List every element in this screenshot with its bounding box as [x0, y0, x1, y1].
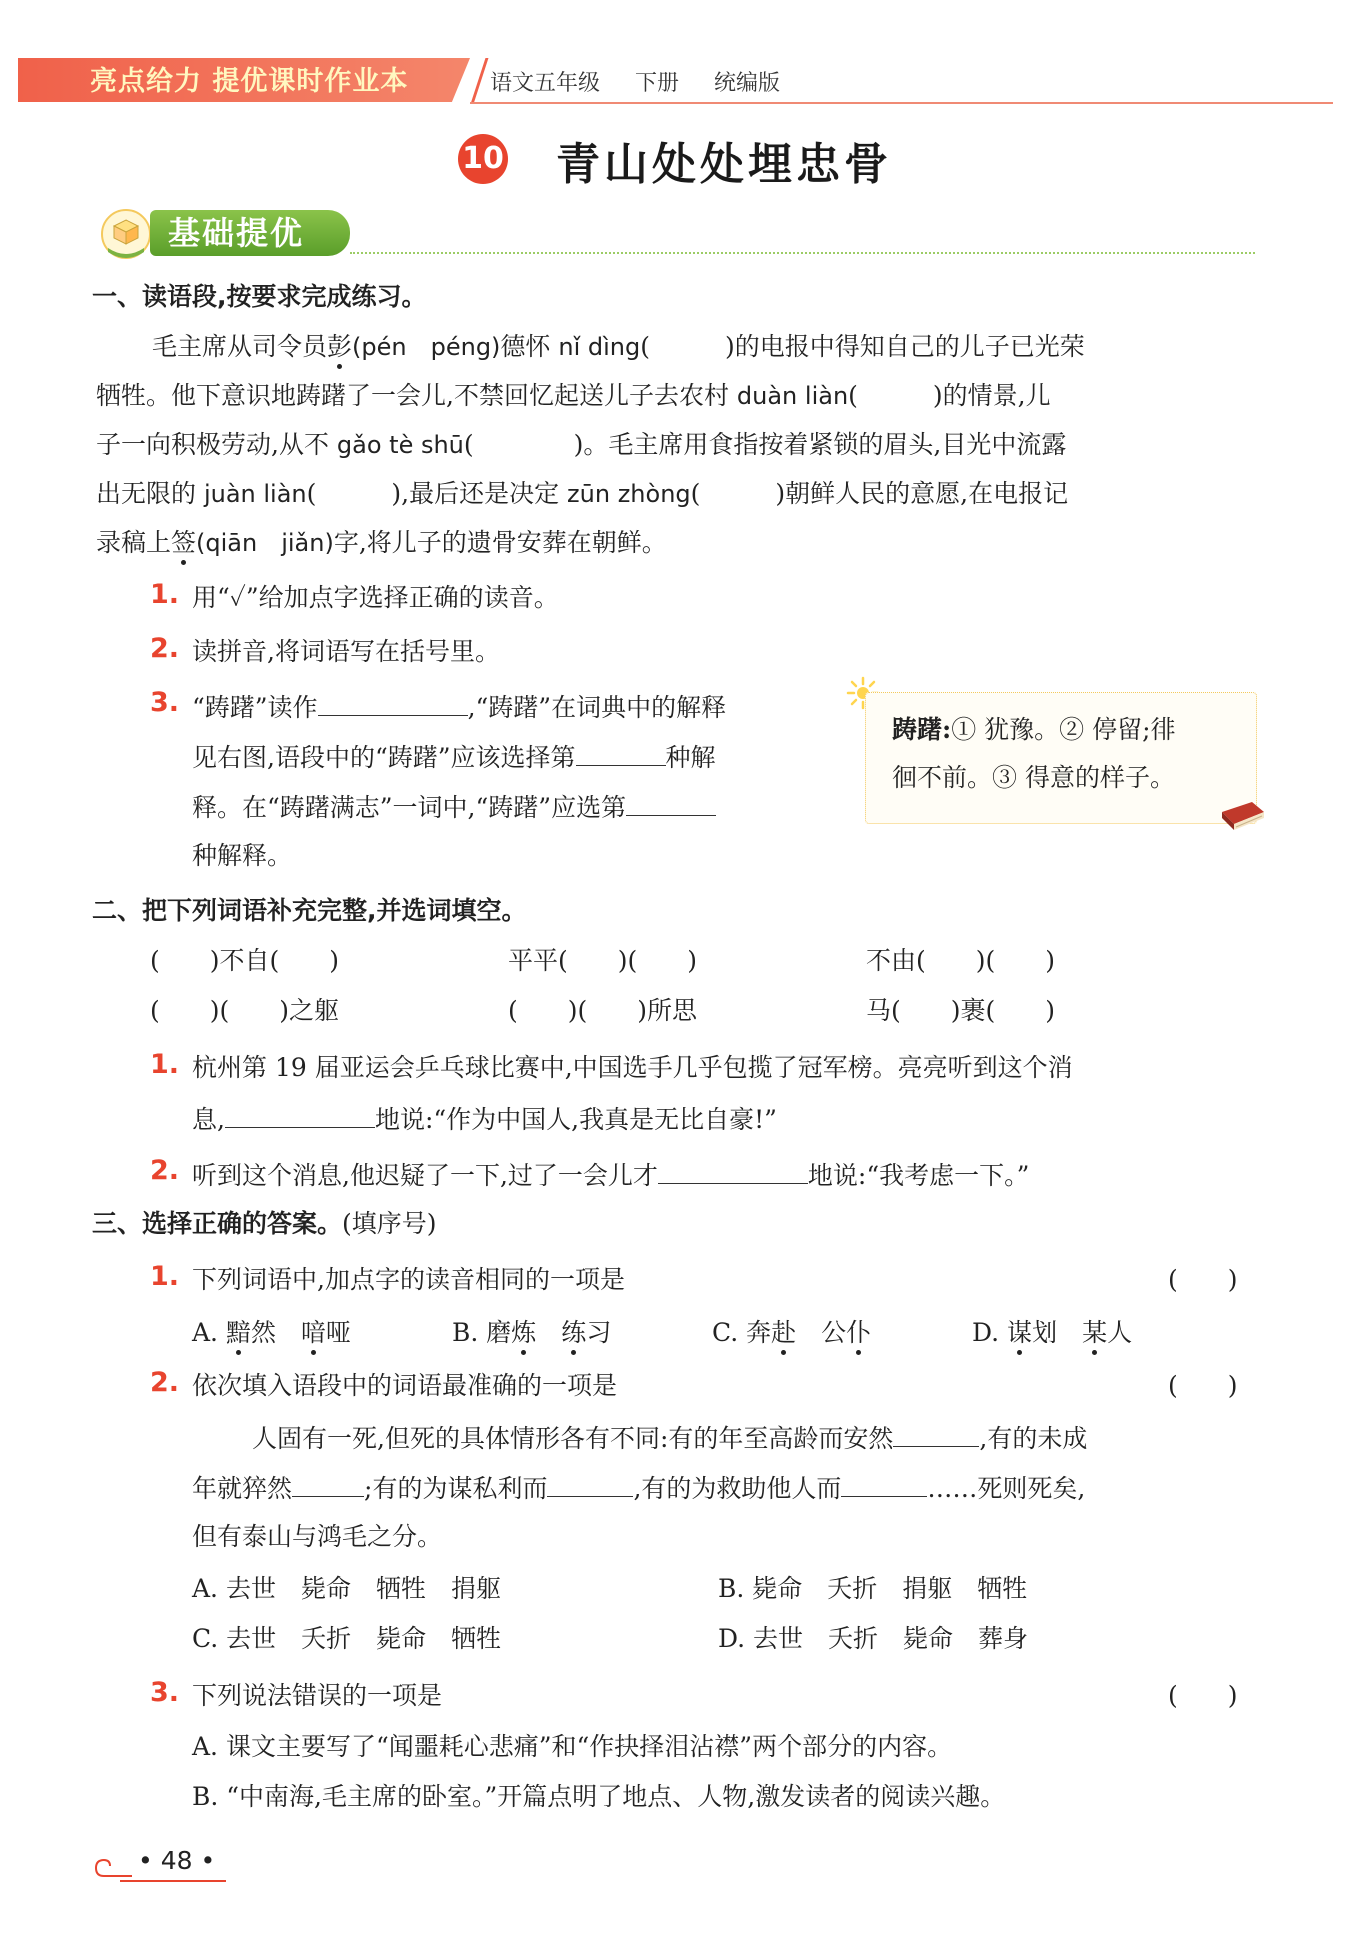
idiom-fill-6[interactable]: 马( )裹( ) [866, 996, 1056, 1025]
idiom-fill-1[interactable]: ( )不自( ) [150, 946, 340, 975]
header-rule [470, 102, 1333, 104]
subject-label: 语文五年级 [490, 71, 601, 96]
part3-q2-passage-1: 人固有一死,但死的具体情形各有不同:有的年至高龄而安然 ,有的未成 [252, 1424, 1088, 1453]
book-meta [490, 66, 808, 97]
part3-heading: 三、选择正确的答案。(填序号) [92, 1209, 437, 1238]
passage-line-1: 毛主席从司令员彭(pén péng)德怀 nǐ dìng( )的电报中得知自己的儿子已光荣 [152, 332, 1085, 361]
part1-heading: 一、读语段,按要求完成练习。 [92, 282, 427, 311]
idiom-fill-4[interactable]: ( )( )之躯 [150, 996, 340, 1025]
part3-q1-option-b[interactable]: B. 磨炼 练习 [452, 1318, 612, 1347]
part3-q2-passage-3: 但有泰山与鸿毛之分。 [192, 1522, 443, 1551]
book-icon [1218, 798, 1266, 832]
answer-blank[interactable] [893, 1422, 979, 1447]
question-number: 1. [150, 579, 180, 610]
part2-q2: 听到这个消息,他迟疑了一下,过了一会儿才 地说:“我考虑一下。” [192, 1161, 1030, 1190]
part1-q2: 读拼音,将词语写在括号里。 [192, 637, 500, 666]
volume-label: 下册 [635, 71, 680, 96]
part3-q2-stem: 依次填入语段中的词语最准确的一项是 [192, 1371, 618, 1400]
definition-line-2: 徊不前。③ 得意的样子。 [892, 763, 1175, 792]
swirl-icon [94, 1854, 134, 1878]
part3-q1-option-a[interactable]: A. 黯然 喑哑 [192, 1318, 352, 1347]
part1-q3-line1: “踌躇”读作 ,“踌躇”在词典中的解释 [192, 693, 727, 722]
answer-blank[interactable] [658, 1159, 808, 1184]
part3-q2-option-b[interactable]: B. 毙命 夭折 捐躯 牺牲 [718, 1574, 1028, 1603]
question-number: 2. [150, 1155, 180, 1186]
part3-q1-option-c[interactable]: C. 奔赴 公仆 [712, 1318, 872, 1347]
answer-paren[interactable]: ( ) [1168, 1265, 1238, 1294]
idiom-fill-5[interactable]: ( )( )所思 [508, 996, 698, 1025]
book-brand: 亮点给力 提优课时作业本 [90, 66, 409, 97]
answer-blank[interactable] [318, 691, 468, 716]
footer-rule [120, 1880, 226, 1882]
question-number: 3. [150, 687, 180, 718]
answer-blank[interactable] [547, 1472, 633, 1497]
section-rule [350, 252, 1255, 254]
part1-q3-line4: 种解释。 [192, 841, 293, 870]
answer-paren[interactable]: ( ) [1168, 1681, 1238, 1710]
part3-q2-option-c[interactable]: C. 去世 夭折 毙命 牺牲 [192, 1624, 502, 1653]
part2-heading: 二、把下列词语补充完整,并选词填空。 [92, 896, 527, 925]
definition-line-1: 踌躇:① 犹豫。② 停留;徘 [892, 715, 1176, 744]
lesson-title: 青山处处埋忠骨 [556, 139, 892, 190]
cube-icon [100, 208, 152, 260]
answer-blank[interactable] [292, 1472, 364, 1497]
part3-q1-option-d[interactable]: D. 谋划 某人 [972, 1318, 1133, 1347]
question-number: 2. [150, 1367, 180, 1398]
answer-blank[interactable] [576, 741, 666, 766]
answer-paren[interactable]: ( ) [1168, 1371, 1238, 1400]
passage-line-5: 录稿上签(qiān jiǎn)字,将儿子的遗骨安葬在朝鲜。 [96, 528, 667, 557]
passage-line-3: 子一向积极劳动,从不 gǎo tè shū( )。毛主席用食指按着紧锁的眉头,目光中流露 [96, 430, 1067, 459]
dictionary-definition-box [865, 692, 1257, 824]
lesson-number-badge: 10 [458, 134, 508, 184]
question-number: 2. [150, 633, 180, 664]
part3-q2-option-a[interactable]: A. 去世 毙命 牺牲 捐躯 [192, 1574, 501, 1603]
part3-q2-passage-2: 年就猝然 ;有的为谋私利而 ,有的为救助他人而 ……死则死矣, [192, 1474, 1086, 1503]
answer-blank[interactable] [225, 1103, 375, 1128]
part3-q3-stem: 下列说法错误的一项是 [192, 1681, 443, 1710]
part2-q1-line1: 杭州第 19 届亚运会乒乓球比赛中,中国选手几乎包揽了冠军榜。亮亮听到这个消 [192, 1053, 1073, 1082]
answer-blank[interactable] [841, 1472, 927, 1497]
part1-q3-line2: 见右图,语段中的“踌躇”应该选择第 种解 [192, 743, 716, 772]
answer-blank[interactable] [626, 791, 716, 816]
part3-q1-stem: 下列词语中,加点字的读音相同的一项是 [192, 1265, 625, 1294]
part3-q3-option-a[interactable]: A. 课文主要写了“闻噩耗心悲痛”和“作抉择泪沾襟”两个部分的内容。 [192, 1732, 953, 1761]
passage-line-2: 牺牲。他下意识地踌躇了一会儿,不禁回忆起送儿子去农村 duàn liàn( )的情景,儿 [96, 381, 1051, 410]
section-banner: 基础提优 [150, 210, 350, 256]
page-number: • 48 • [138, 1846, 216, 1875]
part1-q1: 用“✓”给加点字选择正确的读音。 [192, 583, 559, 612]
part3-q3-option-b[interactable]: B. “中南海,毛主席的卧室。”开篇点明了地点、人物,激发读者的阅读兴趣。 [192, 1782, 1006, 1811]
part1-q3-line3: 释。在“踌躇满志”一词中,“踌躇”应选第 [192, 791, 716, 823]
definition-term: 踌躇: [892, 715, 952, 744]
question-number: 1. [150, 1261, 180, 1292]
passage-line-4: 出无限的 juàn liàn( ),最后还是决定 zūn zhòng( )朝鲜人民的意愿,在电报记 [96, 479, 1069, 508]
part3-q2-option-d[interactable]: D. 去世 夭折 毙命 葬身 [718, 1624, 1029, 1653]
idiom-fill-2[interactable]: 平平( )( ) [508, 946, 698, 975]
question-number: 1. [150, 1049, 180, 1080]
part2-q1-line2: 息, 地说:“作为中国人,我真是无比自豪!” [192, 1105, 777, 1134]
idiom-fill-3[interactable]: 不由( )( ) [866, 946, 1056, 975]
question-number: 3. [150, 1677, 180, 1708]
edition-label: 统编版 [714, 71, 781, 96]
